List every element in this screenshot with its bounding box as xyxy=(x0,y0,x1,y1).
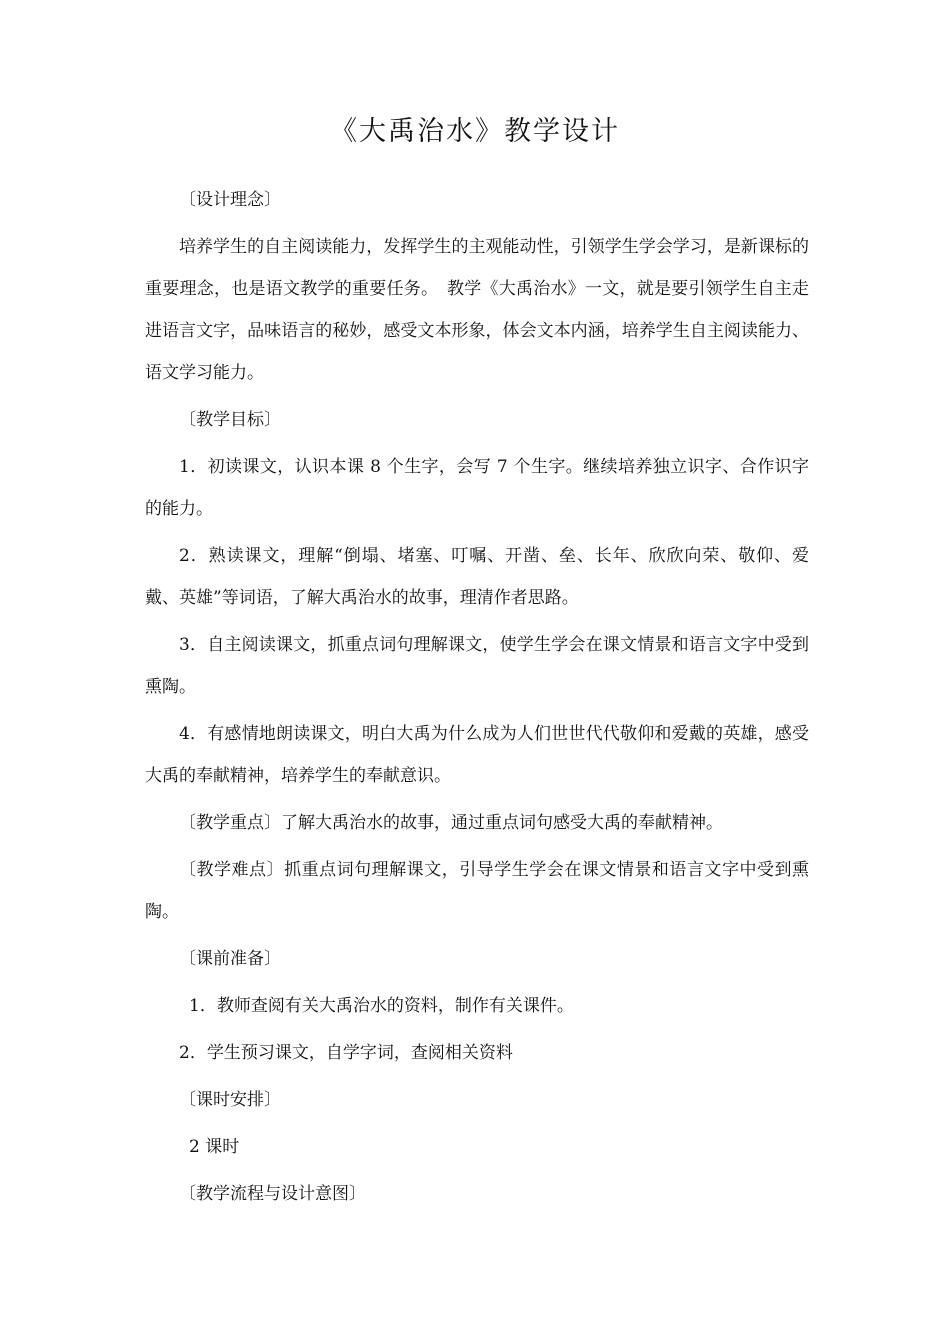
goal-item-2: 2．熟读课文，理解“倒塌、堵塞、叮嘱、开凿、垒、长年、欣欣向荣、敬仰、爱戴、英雄”等词语，了解大禹治水的故事，理清作者思路。 xyxy=(145,546,809,608)
goal-item-3: 3．自主阅读课文，抓重点词句理解课文，使学生学会在课文情景和语言文字中受到熏陶。 xyxy=(145,635,809,697)
schedule-heading: 〔课时安排〕 xyxy=(179,1090,281,1110)
goals-heading: 〔教学目标〕 xyxy=(179,410,281,430)
schedule-value: 2 课时 xyxy=(189,1137,240,1157)
document-title: 《大禹治水》教学设计 xyxy=(330,116,620,147)
prep-heading: 〔课前准备〕 xyxy=(179,949,281,969)
concept-heading: 〔设计理念〕 xyxy=(179,190,281,210)
concept-paragraph: 培养学生的自主阅读能力，发挥学生的主观能动性，引领学生学会学习，是新课标的重要理念，也是语文教学的重要任务。 教学《大禹治水》一文，就是要引领学生自主走进语言文字，品味语言的秘妙，感受文本形象，体会文本内涵，培养学生自主阅读能力、语文学习能力。 xyxy=(145,237,809,383)
goal-item-4: 4．有感情地朗读课文，明白大禹为什么成为人们世世代代敬仰和爱戴的英雄，感受大禹的奉献精神，培养学生的奉献意识。 xyxy=(145,724,809,786)
prep-item-1: 1．教师查阅有关大禹治水的资料，制作有关课件。 xyxy=(189,996,574,1016)
difficulty-paragraph: 〔教学难点〕抓重点词句理解课文，引导学生学会在课文情景和语言文字中受到熏陶。 xyxy=(145,860,809,922)
flow-heading: 〔教学流程与设计意图〕 xyxy=(179,1184,366,1204)
key-point-paragraph: 〔教学重点〕了解大禹治水的故事，通过重点词句感受大禹的奉献精神。 xyxy=(179,813,723,833)
document-body xyxy=(145,179,809,1220)
prep-item-2: 2．学生预习课文，自学字词，查阅相关资料 xyxy=(179,1043,513,1063)
goal-item-1: 1．初读课文，认识本课 8 个生字，会写 7 个生字。继续培养独立识字、合作识字的能力。 xyxy=(145,457,809,519)
